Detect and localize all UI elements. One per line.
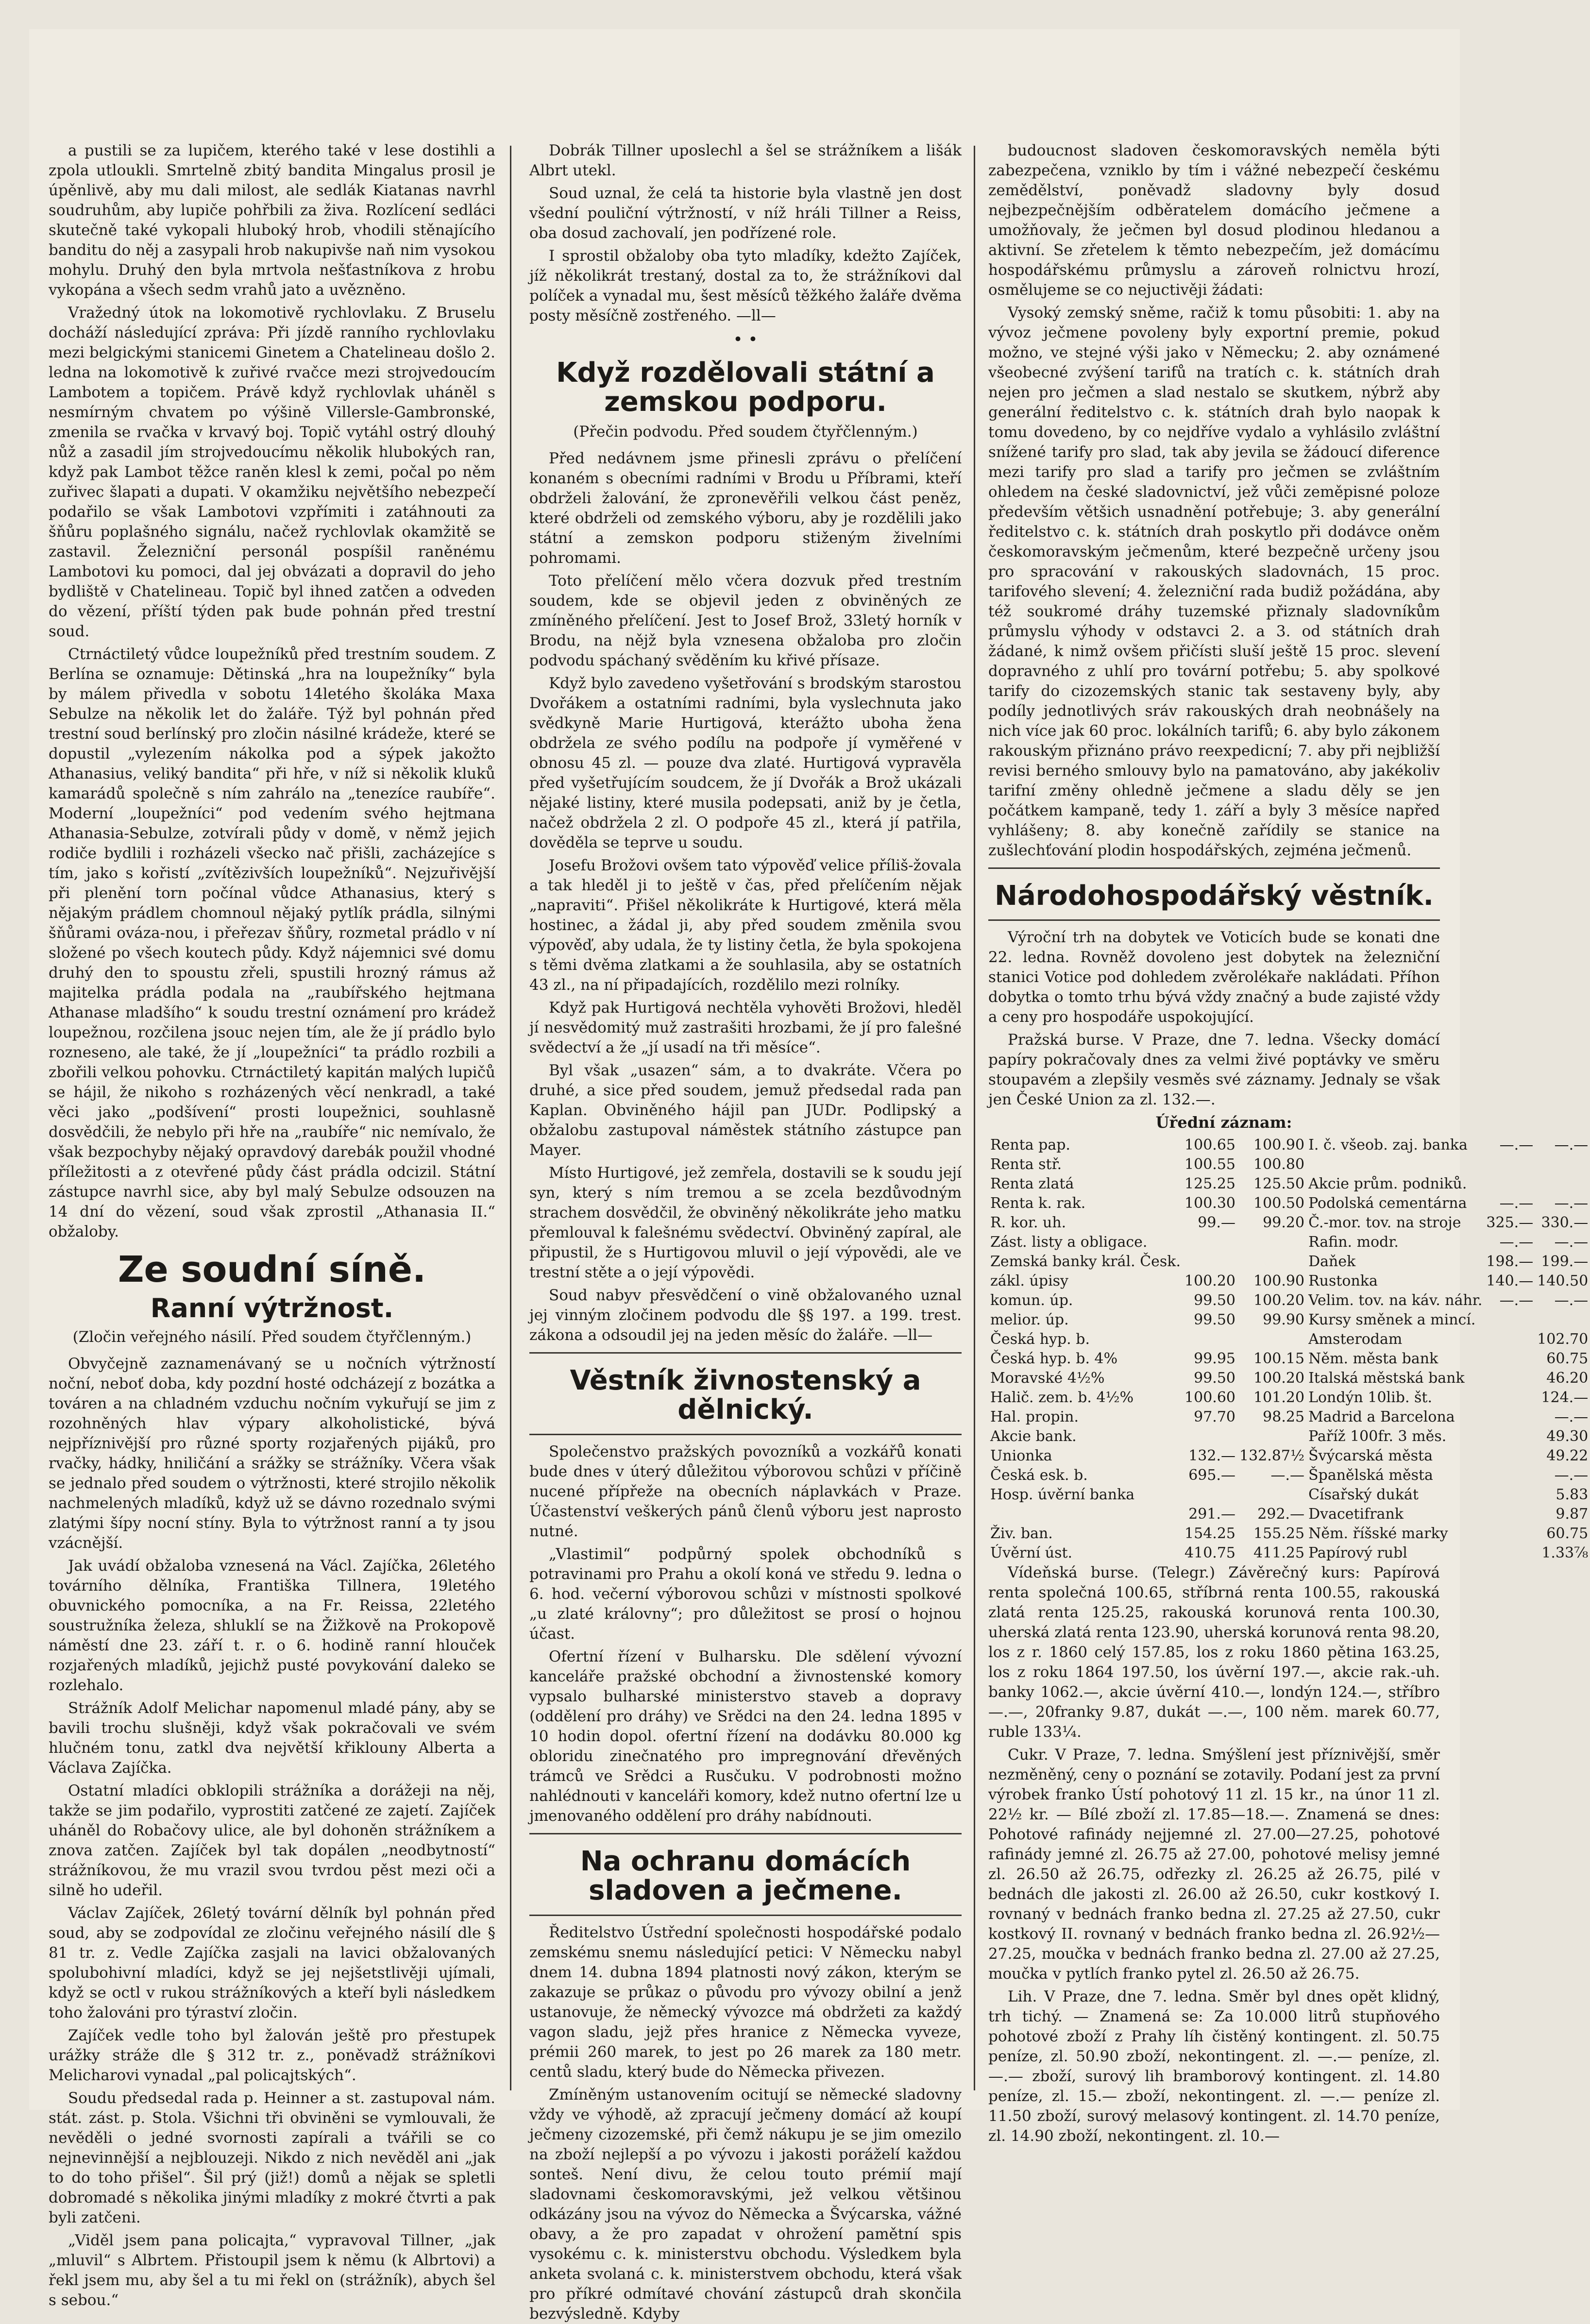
table-cell: —.— <box>1499 1195 1534 1212</box>
table-cell <box>1484 1388 1535 1408</box>
table-cell: 198.— <box>1486 1253 1534 1271</box>
table-cell: 124.— <box>1541 1389 1589 1407</box>
table-cell: Zemská banky král. Česk. <box>990 1253 1181 1271</box>
article-paragraph: I sprostil obžaloby oba tyto mladíky, kdežto Zajíček, jíž několikrát trestaný, dostal za to, že strážníkovi dal políček a vynadal mu, šest měsíců těžkého žaláře dvěma posty měsíčně zostřeného. —ll— <box>529 247 962 324</box>
article-paragraph: Jak uvádí obžaloba vznesená na Václ. Zajíčka, 26letého továrního dělníka, Františka Tillnera, 19letého obuvnického pomocníka, a na Fr. Reissa, 22letého soustružníka železa, shluklí se na Žižkově na Prokopově náměstí dne 23. září t. r. o 6. hodině ranní hlouček rozjařených mladíků, jejichž pusté povykování daleko se rozlehalo. <box>49 1557 495 1695</box>
article-paragraph: Před nedávnem jsme přinesli zprávu o přelíčení konaném s obecními radními v Brodu u Příbrami, kteří obdrželi žalování, že zpronevěřili velkou část peněz, které obdrželi od zemského výboru, aby je rozdělili jako státní a zemskon podporu stiženým živelními pohromami. <box>529 449 962 567</box>
table-cell: Paříž 100fr. 3 měs. <box>1308 1428 1447 1445</box>
table-cell: Švýcarská města <box>1308 1447 1433 1465</box>
article-paragraph: Toto přelíčení mělo včera dozvuk před trestním soudem, kde se objevil jeden z obviněných ze zmíněného přelíčení. Jest to Josef Brož, 33letý horník v Brodu, na nějž byla vznesena obžaloba pro zločin podvodu spáchaný svěděním ku křivé přísaze. <box>529 572 962 669</box>
table-cell: 5.83 <box>1556 1486 1589 1504</box>
table-cell: Císařský dukát <box>1308 1486 1419 1504</box>
table-cell: 199.— <box>1541 1253 1589 1271</box>
table-cell: 154.25 <box>1184 1525 1235 1543</box>
article-paragraph: Lih. V Praze, dne 7. ledna. Směr byl dnes opět klidný, trh tichý. — Znamená se: Za 10.000 litrů stupňového pohotové zboží z Prahy líh čistěný kontingent. zl. 50.75 peníze, zl. 50.90 zboží, nekontingent. zl. —.— peníze, zl. —.— zboží, surový lih bramborový kontingent. zl. 14.80 peníze, zl. 15.— zboží, nekontingent. zl. —.— peníze zl. 11.50 zboží, surový melasový kontingent. zl. 14.70 peníze, zl. 14.90 zboží, nekontingent. zl. 10.— <box>988 1988 1440 2145</box>
table-cell <box>1484 1174 1535 1194</box>
table-cell <box>1484 1369 1535 1388</box>
article-paragraph: Václav Zajíček, 26letý tovární dělník byl pohnán před soud, aby se zodpovídal ze zločinu veřejného násilí dle § 81 tr. z. Vedle Zajíčka zasjali na lavici obžalovaných spolubohivní mladíci, když se jej nejšetstlivěji ujímali, když se octl v rukou strážníkových a kteří byli následkem toho žalováni pro týraství zločin. <box>49 1904 495 2022</box>
table-cell: 99.— <box>1198 1214 1235 1232</box>
table-cell: 410.75 <box>1184 1544 1235 1562</box>
article-paragraph: Když pak Hurtigová nechtěla vyhověti Brožovi, hleděl jí nesvědomitý muž zastrašiti hrozbami, že jí pro falešné svědectví a že „jí usadí na tři měsíce“. <box>529 999 962 1056</box>
table-cell: Halič. zem. b. 4½% <box>990 1389 1134 1407</box>
article-heading: Ranní výtržnost. <box>150 1292 394 1323</box>
table-cell: Velim. tov. na káv. náhr. <box>1308 1292 1483 1309</box>
table-cell: 100.90 <box>1253 1137 1305 1154</box>
article-paragraph: Společenstvo pražských povozníků a vozkářů konati bude dnes v úterý důležitou výborovou schůzi v příčině nucené přípřeže na obecních náplavkách v Praze. Účastenství veškerých pánů členů výboru jest naprosto nutné. <box>529 1442 962 1540</box>
article-paragraph: Vídeňská burse. (Telegr.) Závěrečný kurs: Papírová renta společná 100.65, stříbrná renta 100.55, rakouská zlatá renta 125.25, rakouská korunová renta 100.30, uherská zlatá renta 123.90, uherská korunová renta 98.20, los z r. 1860 celý 157.85, los z roku 1860 pětina 163.25, los z roku 1864 197.50, los úvěrní 197.—, akcie rak.-uh. banky 1062.—, akcie úvěrní 410.—, londýn 124.—, stříbro —.—, 20franky 9.87, dukát —.—, 100 něm. marek 60.77, ruble 133¼. <box>988 1564 1440 1741</box>
column-rule <box>974 146 975 2090</box>
table-cell: 60.75 <box>1546 1525 1589 1543</box>
table-cell <box>1484 1155 1535 1174</box>
table-title: Úřední záznam: <box>1155 1113 1292 1132</box>
table-row <box>988 1446 1590 1466</box>
table-cell: 325.— <box>1486 1214 1534 1232</box>
table-cell: 97.70 <box>1194 1408 1235 1426</box>
article-paragraph: Zmíněným ustanovením ocitují se německé sladovny vždy ve výhodě, až zpracují ječmeny domácí až koupí ječmeny cizozemské, při čemž nákupu je se jim omezilo na zboží nejlepší a po vývozu i jakosti poráželí každou sonteš. Není divu, že celou touto prémií mají sladovnami českomoravskými, jež velkou většinou odkázány jsou na vývoz do Německa a Švýcarska, vážné obavy, a že pro zapadat v ohrožení pamětní spis vysokému c. k. ministerstvu obchodu. Výsledkem byla anketa svolaná c. k. ministerstvem obchodu, která však pro příkré odmítavé chování zástupců drah skončila bezvýsledně. Kdyby <box>529 2086 962 2323</box>
table-cell: Papírový rubl <box>1308 1544 1407 1562</box>
article-paragraph: Josefu Brožovi ovšem tato výpověď velice příliš-žovala a tak hleděl ji to ještě v čas, před přelíčením nějak „napraviti“. Přišel několikráte k Hurtigové, která měla hostinec, a žádal ji, aby před soudem změnila svou výpověď, aby udala, že ty listiny četla, že byla spokojena s těmi dvěma zlatkami a že souhlasila, aby se ostatních 43 zl., na ní připadajících, rozdělilo mezi rolníky. <box>529 856 962 994</box>
table-row <box>988 1291 1590 1310</box>
table-cell <box>1484 1466 1535 1485</box>
table-cell: Rustonka <box>1308 1272 1378 1290</box>
table-cell: 140.— <box>1486 1272 1534 1290</box>
table-cell: Něm. města bank <box>1308 1350 1438 1368</box>
table-cell: komun. úp. <box>990 1292 1073 1309</box>
table-cell: 100.80 <box>1253 1156 1305 1173</box>
table-cell <box>1237 1330 1306 1349</box>
table-cell: Kursy směnek a mincí. <box>1308 1311 1476 1329</box>
section-box <box>529 1352 962 1435</box>
table-cell: 9.87 <box>1556 1506 1589 1523</box>
table-cell: Renta pap. <box>990 1137 1070 1154</box>
table-row <box>988 1544 1590 1563</box>
table-cell: 100.20 <box>1184 1272 1235 1290</box>
table-cell <box>1183 1485 1237 1505</box>
table-row <box>988 1272 1590 1291</box>
table-cell: R. kor. uh. <box>990 1214 1066 1232</box>
table-row <box>988 1485 1590 1505</box>
table-cell <box>988 1505 1183 1524</box>
table-cell: Č.-mor. tov. na stroje <box>1308 1214 1461 1232</box>
table-cell: 132.87½ <box>1239 1447 1305 1465</box>
article-heading: Když rozdělovali státní a zemskou podporu. <box>556 357 935 418</box>
article-paragraph: Soud uznal, že celá ta historie byla vlastně jen dost všední pouliční výtržností, v níž hráli Tillner a Reiss, oba dosud zachovalí, jen podřízené role. <box>529 185 962 242</box>
table-cell <box>1183 1252 1237 1272</box>
table-cell: —.— <box>1499 1137 1534 1154</box>
table-cell: 1.33⅞ <box>1541 1544 1589 1562</box>
article-paragraph: Vysoký zemský sněme, račiž k tomu působiti: 1. aby na vývoz ječmene povoleny byly exportní premie, pokud možno, ve stejné výši jako v Německu; 2. aby oznámené všeobecné zvýšení tarifů na tratích c. k. státních drah nejen pro ječmen a slad nestalo se skutkem, nýbrž aby generální ředitelstvo c. k. státních drah bylo naopak k tomu dovedeno, by co nejdříve vydalo a vyhlásilo zvláštní snížené tarify pro slad, tak aby jevila se žádoucí diference mezi tarify pro slad a tarify pro ječmen se zvláštním ohledem na české sladovnictví, jež vůči zeměpisné poloze především většich usnadnění potřebuje; 3. aby generální ředitelstvo c. k. státních drah poskytlo při dodávce oněm českomoravským ječmenům, které bezpečně určeny jsou pro spracování v rakouských sladovnách, 15 proc. tarifového slevení; 4. železniční rada budiž požádána, aby též soukromé dráhy tuzemské přiznaly sladovníkům průmyslu výhody v odstavci 2. a 3. od státních drah žádané, k nimž ovšem přičísti sluší ještě 15 proc. slevení dopravného z uhlí pro tovární potřebu; 5. aby spolkové tarify do cizozemských stanic tak sestaveny byly, aby podíly jednotlivých sráv rakouských drah neobnášely na nich více jak 60 proc. lokálních tarifů; 6. aby bylo zákonem rakouským přiznáno právo reexpedicní; 7. aby při nejbližší revisi berného smlouvy bylo na pamatováno, aby jakékoliv tarifní změny ohledně ječmene a sladu děly se jen počátkem kampaně, tedy 1. září a byly 3 měsíce napřed vyhlášeny; 8. aby konečně zařídily se stanice na zušlechťování plodin hospodářských, zejména ječmenů. <box>988 304 1440 859</box>
section-heading-trade: Věstník živnostenský a dělnický. <box>570 1364 921 1426</box>
table-cell <box>1484 1427 1535 1446</box>
table-row <box>988 1524 1590 1544</box>
table-cell: 132.— <box>1188 1447 1235 1465</box>
article-paragraph: Soud nabyv přesvědčení o vině obžalovaného uznal jej vinným zločinem podvodu dle §§ 197. a 199. trest. zákona a odsoudil jej na jeden měsíc do žaláře. —ll— <box>529 1286 962 1344</box>
table-cell: —.— <box>1554 1292 1589 1309</box>
table-cell: 330.— <box>1541 1214 1589 1232</box>
table-cell: 46.20 <box>1546 1370 1589 1387</box>
table-cell: —.— <box>1554 1137 1589 1154</box>
table-cell: 99.50 <box>1194 1311 1235 1329</box>
table-cell: I. č. všeob. zaj. banka <box>1308 1137 1468 1154</box>
article-paragraph: Dobrák Tillner uposlechl a šel se strážníkem a lišák Albrt utekl. <box>529 142 962 179</box>
table-cell <box>1535 1310 1590 1330</box>
table-cell: Česká esk. b. <box>990 1467 1088 1484</box>
section-box <box>988 867 1440 921</box>
table-cell: Daňek <box>1308 1253 1356 1271</box>
table-row <box>988 1388 1590 1408</box>
table-row <box>988 1310 1590 1330</box>
table-cell: 140.50 <box>1537 1272 1589 1290</box>
table-cell: 60.75 <box>1546 1350 1589 1368</box>
table-cell: —.— <box>1270 1467 1305 1484</box>
table-row <box>988 1155 1590 1174</box>
table-cell: 100.55 <box>1184 1156 1235 1173</box>
article-paragraph: Soudu předsedal rada p. Heinner a st. zastupoval nám. stát. zást. p. Stola. Všichni tři obviněni se vymlouvali, že nevěděli o jedné svornosti zapírali a tvářili se co nejnevinnější a nejblouzeji. Nikdo z nich nevěděl ani „jak to do toho přišel“. Šil prý (již!) domů a nějak se spletli dobromadé s několika jinými mladíky z mokré čtvrti a pak byli zatčeni. <box>49 2089 495 2227</box>
article-paragraph: Byl však „usazen“ sám, a to dvakráte. Včera po druhé, a sice před soudem, jemuž předsedal rada pan Kaplan. Obviněného hájil pan JUDr. Podlipský a obžalobu zastupoval náměstek státního zástupce pan Mayer. <box>529 1061 962 1159</box>
section-box <box>529 1833 962 1916</box>
table-cell: 99.95 <box>1194 1350 1235 1368</box>
table-cell: 49.30 <box>1546 1428 1589 1445</box>
table-cell: Hal. propin. <box>990 1408 1079 1426</box>
article-paragraph: Cukr. V Praze, 7. ledna. Smýšlení jest příznivější, směr nezměněný, ceny o poznání se zotavily. Podaní jest za první výrobek franko Ústí pohotový 11 zl. 15 kr., na únor 11 zl. 22½ kr. — Bílé zboží zl. 17.85—18.—. Znamená se dnes: Pohotové rafinády nejjemné zl. 27.00—27.25, pohotové rafinády jemné zl. 26.75 až 27.00, pohotové melisy jemné zl. 26.50 až 26.75, odřezky zl. 26.25 až 26.75, pilé v bednách dle jakosti zl. 26.00 až 26.50, cukr kostkový I. rovnaný v bednách franko bedna zl. 27.25 až 27.50, cukr kostkový II. rovnaný v bednách franko bedna zl. 26.92½—27.25, moučka v bednách franko bedna zl. 27.00 až 27.25, moučka v pytlích franko pytel zl. 26.50 až 26.75. <box>988 1746 1440 1983</box>
table-cell: Živ. ban. <box>990 1525 1053 1543</box>
column-right <box>988 141 1589 2145</box>
table-cell: Česká hyp. b. 4% <box>990 1350 1118 1368</box>
table-cell <box>1484 1330 1535 1349</box>
table-cell: Dvacetifrank <box>1308 1506 1404 1523</box>
table-cell <box>1237 1427 1306 1446</box>
table-cell: Italská městská bank <box>1308 1370 1465 1387</box>
article-lead: (Zločin veřejného násilí. Před soudem čtyřčlenným.) <box>72 1328 472 1346</box>
table-cell <box>1484 1446 1535 1466</box>
article-paragraph: Obvyčejně zaznamenávaný se u nočních výtržností noční, neboť doba, kdy pozdní hosté odcházejí z bozátka a továren a na chladném vzduchu nočním vykuřují se jim z rozohněných hlav výpary alkoholistické, bývá nejpříznivější pro různé sporty rozjařených pijáků, pro rvačky, hádky, hniličání a srážky se strážníky. Včera však se jednalo před soudem o výtržnosti, které strojilo několik nachmelených mladíků, když už se dávno rozednalo svými zlatými šípy nocní stíny. Byla to výtržnost ranní a ty jsou vzácnější. <box>49 1355 495 1552</box>
table-cell: Akcie bank. <box>990 1428 1077 1445</box>
table-cell: 125.25 <box>1184 1175 1235 1193</box>
table-row <box>988 1408 1590 1427</box>
exchange-table <box>988 1136 1590 1563</box>
table-row <box>988 1505 1590 1524</box>
table-cell <box>1484 1310 1535 1330</box>
article-paragraph: Ředitelstvo Ústřední společnosti hospodářské podalo zemskému snemu následující petici: V Německu nabyl dnem 14. dubna 1894 platnosti nový zákon, kterým se zakazuje se průkaz o původu pro vývozy obilní a jenž ustanovuje, že německý vývozce má obdržeti za každý vagon sladu, jejž přes hranice z Německa vyveze, prémii 260 marek, to jest po 26 marek za 180 metr. centů sladu, který bude do Německa přivezen. <box>529 1923 962 2081</box>
column-rule <box>510 146 511 2090</box>
table-cell: 125.50 <box>1253 1175 1305 1193</box>
table-cell: Akcie prům. podniků. <box>1308 1175 1467 1193</box>
table-cell: —.— <box>1499 1234 1534 1251</box>
table-cell <box>1484 1485 1535 1505</box>
table-row <box>988 1233 1590 1252</box>
table-cell: 100.20 <box>1253 1292 1305 1309</box>
article-paragraph: Místo Hurtigové, jež zemřela, dostavili se k soudu její syn, který s ním tremou a se zcela bezdůvodným strachem dosvědčil, že obviněný několikráte jeho matku přemlouval k falešnému svědectví. Obviněný zapíral, ale připustil, že s Hurtigovou mluvil o její výpovědi, ale ve trestní stěte a o její výpovědi. <box>529 1164 962 1281</box>
table-cell: zákl. úpisy <box>990 1272 1069 1290</box>
table-cell: 291.— <box>1188 1506 1235 1523</box>
article-paragraph: Zajíček vedle toho byl žalován ještě pro přestupek urážky stráže dle § 312 tr. z., poněvadž strážníkovi Melicharovi vynadal „pal policajtských“. <box>49 2027 495 2085</box>
table-cell: 695.— <box>1188 1467 1235 1484</box>
article-paragraph: Ctrnáctiletý vůdce loupežníků před trestním soudem. Z Berlína se oznamuje: Dětinská „hra na loupežníky“ byla by málem přivedla v sobotu 14letého školáka Maxa Sebulze na několik let do žaláře. Týž byl pohnán před trestní soud berlínský pro zločin násilné krádeže, které se dopustil „vylezením nákolka pod a sýpek jakožto Athanasius, veliký bandita“ při hře, v níž si několik kluků kamarádů společně s ním zahrálo na „tenezíce raubíře“. Moderní „loupežníci“ pod vedením svého hejtmana Athanasia-Sebulze, zotvírali půdy v domě, v němž jejich rodiče bydlili i rozházeli všecko nač přišli, zacházejíce s tím, jako s kořistí „zvítězivších loupežníků“. Nejzuřivější při plenění torn počínal vůdce Athanasius, který s nějakým prádlem chomnoul nějaký pytlík prádla, silnými šňůrami ováza-nou, i přeřezav šňůry, rozmetal prádlo v ní složené po všech koutech půdy. Když nájemnici své domu druhý den to spoustu zřeli, spustili hrozný rámus až majitelka prádla podala na „raubířského hejtmana Athanase mladšího“ k soudu trestní oznámení pro krádež loupežnou, rozčilena jsouc nejen tím, ale že jí prádlo bylo rozneseno, ale také, že jí „loupežníci“ ta prádlo rozbili a zbořili velkou pohovku. Ctrnáctiletý kapitán malých lupičů se hájil, že nikoho s rozházených věcí nenkradl, a také věci jako „podšívení“ prosti loupežnici, souhlasně dosvědčili, že nebylo při hře na „raubíře“ nic nemívalo, že však bezpochyby nějaký opravdový darebák použil vhodné příležitosti a z otevřené půdy část prádla odcizil. Státní zástupce navrhl sice, aby byl malý Sebulze odsouzen na 14 dní do vězení, soud však zprostil „Athanasia II.“ obžaloby. <box>49 645 495 1240</box>
table-cell: Podolská cementárna <box>1308 1195 1467 1212</box>
table-cell: Amsterodam <box>1308 1331 1403 1348</box>
table-row <box>988 1252 1590 1272</box>
article-paragraph: Vražedný útok na lokomotivě rychlovlaku. Z Bruselu docháží následující zpráva: Při jízdě ranního rychlovlaku mezi belgickými stanicemi Ginetem a Chatelineau došlo 2. ledna na lokomotivě k zuřivé rvačce mezi strojvedoucím Lambotem a topičem. Právě když rychlovlak uháněl s nesmírným chvatem po výšině Villersle-Gambronské, zmenila se rvačka v krvavý boj. Topič vytáhl ostrý dlouhý nůž a zasadil jím strojvedoucímu několik hlubokých ran, když pak Lambot těžce raněn klesl k zemi, počal po něm zuřivec šlapati a dupati. V okamžiku největšího nebezpečí podařilo se však Lambotovi vzpřímiti i zatáhnouti za šňůru poplašného signálu, načež rychlovlak okamžitě se zastavil. Železniční personál pospíšil raněnému Lambotovi ku pomoci, dal jej obvázati a dopravil do jeho bydliště v Chatelineau. Topič byl ihned zatčen a odveden do vězení, příští týden pak bude pohnán před trestní soud. <box>49 304 495 640</box>
article-paragraph: budoucnost sladoven českomoravských neměla býti zabezpečena, vzniklo by tím i vážné nebezpečí českému zemědělství, poněvadž sladovny byly dosud nejbezpečnějším odběratelem domácího ječmene a umožňovaly, že ječmen byl dosud plodinou hledanou a aktivní. Se zřetelem k těmto nebezpečím, jež domácímu hospodářskému průmyslu a zároveň rolnictvu hrozí, osmělujeme se co nejuctivěji žádati: <box>988 142 1440 299</box>
table-cell <box>1535 1155 1590 1174</box>
table-cell: Renta zlatá <box>990 1175 1074 1193</box>
table-row <box>988 1194 1590 1213</box>
table-row <box>988 1427 1590 1446</box>
table-cell: 100.15 <box>1253 1350 1305 1368</box>
table-cell <box>1183 1233 1237 1252</box>
table-cell <box>1484 1524 1535 1544</box>
article-paragraph: Pražská burse. V Praze, dne 7. ledna. Všecky domácí papíry pokračovaly dnes za velmi živé poptávky ve směru stoupavém a zlepšily vesměs své záznamy. Jednaly se však jen České Union za zl. 132.—. <box>988 1031 1440 1109</box>
table-row <box>988 1330 1590 1349</box>
table-cell <box>1237 1233 1306 1252</box>
table-cell: 411.25 <box>1253 1544 1305 1562</box>
table-cell <box>1484 1408 1535 1427</box>
table-cell: 100.50 <box>1253 1195 1305 1212</box>
table-cell <box>1183 1330 1237 1349</box>
table-row <box>988 1174 1590 1194</box>
article-heading: Na ochranu domácích sladoven a ječmene. <box>580 1845 911 1907</box>
table-cell <box>1535 1174 1590 1194</box>
article-paragraph: Výroční trh na dobytek ve Voticích bude se konati dne 22. ledna. Rovněž dovoleno jest dobytek na železniční stanici Votice pod dohledem zvěrolékaře nakládati. Příhon dobytka o tomto trhu bývá vždy značný a bude zajisté vždy a ceny pro hospodáře uspokojující. <box>988 929 1440 1026</box>
table-cell: 292.— <box>1257 1506 1305 1523</box>
table-cell: —.— <box>1554 1467 1589 1484</box>
table-cell: Něm. říšské marky <box>1308 1525 1448 1543</box>
table-cell: —.— <box>1554 1234 1589 1251</box>
table-cell: 98.25 <box>1263 1408 1305 1426</box>
table-cell: 99.50 <box>1194 1370 1235 1387</box>
table-cell <box>1183 1427 1237 1446</box>
article-paragraph: Ofertní řízení v Bulharsku. Dle sdělení vývozní kanceláře pražské obchodní a živnostenské komory vypsalo bulharské ministerstvo staveb a dopravy (oddělení pro dráhy) ve Srědci na den 24. ledna 1895 v 10 hodin dopol. ofertní řízení na dodávku 80.000 kg obloridu zinečnatého pro impregnování dřevěných trámců ve Srědci a Rusčuku. V podrobnosti možno nahlédnouti v kanceláři komory, kdež nutno ofertní lze u jmenovaného oddělení pro dráhy nabídnouti. <box>529 1647 962 1825</box>
column-left <box>49 141 495 2309</box>
table-cell: Zást. listy a obligace. <box>990 1234 1148 1251</box>
table-cell: 99.50 <box>1194 1292 1235 1309</box>
table-cell: Rafin. modr. <box>1308 1234 1399 1251</box>
section-heading-economy: Národohospodářský věstník. <box>995 880 1434 912</box>
table-cell: 100.90 <box>1253 1272 1305 1290</box>
column-middle <box>529 141 962 2323</box>
table-cell <box>1237 1485 1306 1505</box>
table-cell: 100.30 <box>1184 1195 1235 1212</box>
article-paragraph: Ostatní mladíci obklopili strážníka a dorážeji na něj, takže se jim podařilo, vyprostiti zatčené ze zajetí. Zajíček uháněl do Robačovy ulice, ale byl dohoněn strážníkem a znova zatčen. Zajíček byl tak dopálen „neodbytností“ strážníkovou, že mu vrazil svou tvrdou pěst mezi oči a silně ho udeřil. <box>49 1782 495 1900</box>
table-cell: 101.20 <box>1253 1389 1305 1407</box>
article-paragraph: Když bylo zavedeno vyšetřování s brodským starostou Dvořákem a ostatními radními, byla vyslechnuta jako svědkyně Marie Hurtigová, kterážto uboha žena obdržela ze svého podílu na podpoře jí vyměřené v obnosu 45 zl. — pouze dva zlaté. Hurtigová vypravěla před vyšetřujícím soudcem, že jí Dvořák a Brož ukázali nějaké listiny, které musila podepsati, aniž by je četla, načež obdržela 2 zl. O podpoře 45 zl., která jí patřila, dověděla se teprve u soudu. <box>529 674 962 851</box>
table-row <box>988 1213 1590 1233</box>
table-cell: —.— <box>1499 1292 1534 1309</box>
table-cell: Úvěrní úst. <box>990 1544 1073 1562</box>
table-cell: 100.60 <box>1184 1389 1235 1407</box>
table-cell: Renta k. rak. <box>990 1195 1086 1212</box>
table-row <box>988 1369 1590 1388</box>
table-cell: 49.22 <box>1546 1447 1589 1465</box>
article-paragraph: „Viděl jsem pana policajta,“ vypravoval Tillner, „jak „mluvil“ s Albrtem. Přistoupil jsem k němu (k Albrtovi) a řekl jsem mu, aby šel a tu mi řekl on (strážník), abych šel s sebou.“ <box>49 2232 495 2309</box>
table-cell <box>1484 1505 1535 1524</box>
table-cell: 100.65 <box>1184 1137 1235 1154</box>
table-cell: Unionka <box>990 1447 1052 1465</box>
separator: • • <box>733 330 758 349</box>
table-cell: Londýn 10lib. št. <box>1308 1389 1433 1407</box>
table-row <box>988 1466 1590 1485</box>
table-cell: 100.20 <box>1253 1370 1305 1387</box>
table-cell: 155.25 <box>1253 1525 1305 1543</box>
table-cell: Španělská města <box>1308 1467 1433 1484</box>
table-cell <box>1484 1349 1535 1369</box>
table-cell: —.— <box>1554 1408 1589 1426</box>
table-cell: 99.90 <box>1263 1311 1305 1329</box>
table-cell <box>1484 1544 1535 1563</box>
section-heading-court: Ze soudní síně. <box>118 1249 426 1290</box>
table-cell: Moravské 4½% <box>990 1370 1105 1387</box>
table-cell: —.— <box>1554 1195 1589 1212</box>
table-cell: 99.20 <box>1263 1214 1305 1232</box>
table-cell: Renta stř. <box>990 1156 1062 1173</box>
table-cell: Česká hyp. b. <box>990 1331 1090 1348</box>
newspaper-page <box>29 29 1589 2323</box>
table-cell: melior. úp. <box>990 1311 1069 1329</box>
table-cell: Madrid a Barcelona <box>1308 1408 1455 1426</box>
article-paragraph: „Vlastimil“ podpůrný spolek obchodníků s potravinami pro Prahu a okolí koná ve středu 9. ledna o 6. hod. večerní výborovou schůzi v místnosti spolkové „u zlaté královny“; pro důležitost se prosí o hojnou účast. <box>529 1545 962 1643</box>
table-cell <box>1237 1252 1306 1272</box>
table-cell <box>1306 1155 1484 1174</box>
article-paragraph: Strážník Adolf Melichar napomenul mladé pány, aby se bavili trochu slušněji, když však pokračovali ve svém hlučném tonu, zatkl dva největší křiklouny Alberta a Václava Zajíčka. <box>49 1699 495 1777</box>
table-cell: Hosp. úvěrní banka <box>990 1486 1135 1504</box>
table-row <box>988 1136 1590 1155</box>
table-row <box>988 1349 1590 1369</box>
table-cell: 102.70 <box>1537 1331 1589 1348</box>
article-lead: (Přečin podvodu. Před soudem čtyřčlenným.) <box>573 423 918 441</box>
article-paragraph: a pustili se za lupičem, kterého také v lese dostihli a zpola utloukli. Smrtelně zbitý bandita Mingalus prosil je úpěnlivě, aby mu dali milost, ale sedlák Kiatanas navrhl soudruhům, aby lupiče pohřbili za živa. Rozlícení sedláci skutečně také vykopali hluboký hrob, vhodili stěnajícího banditu do něj a zasypali hrob nakupivše naň nim vysokou mohylu. Druhý den byla mrtvola nešťastníkova z hrobu vykopána a všech sedm vrahů jato a uvězněno. <box>49 142 495 299</box>
